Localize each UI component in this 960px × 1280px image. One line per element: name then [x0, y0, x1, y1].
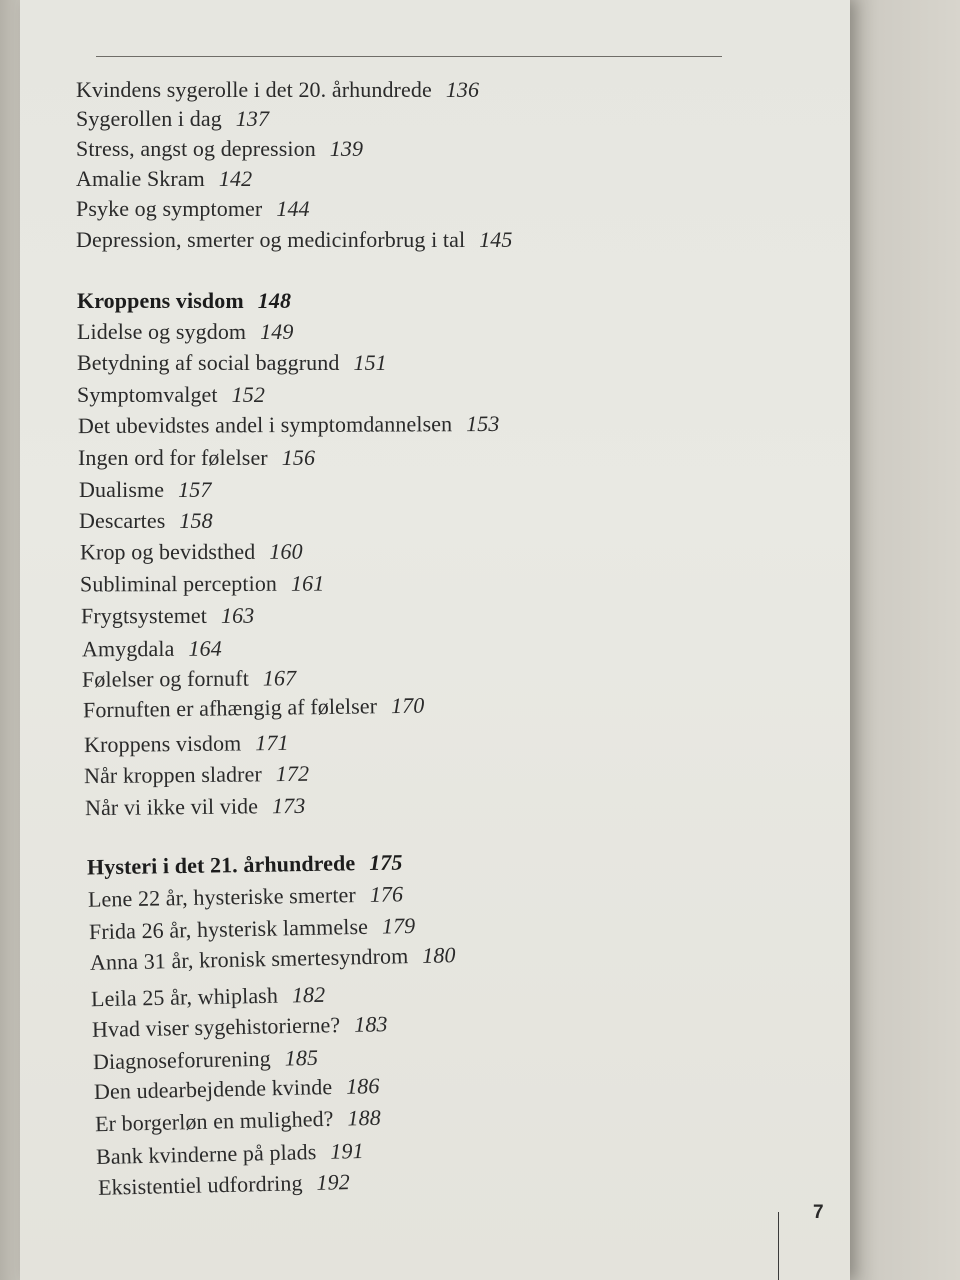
toc-entry-title: Lidelse og sygdom: [77, 319, 247, 344]
toc-entry-page: 191: [330, 1137, 364, 1164]
toc-entry-title: Depression, smerter og medicinforbrug i tal: [76, 227, 466, 252]
toc-entry: [95, 1105, 381, 1137]
toc-entry: [83, 693, 425, 724]
toc-entry: [76, 227, 513, 253]
toc-entry-title: Leila 25 år, whiplash: [90, 982, 279, 1012]
toc-entry: [84, 730, 289, 758]
toc-entry-title: Bank kvinderne på plads: [95, 1139, 317, 1170]
toc-entry-title: Kroppens visdom: [77, 288, 244, 313]
toc-entry-title: Diagnoseforurening: [92, 1045, 271, 1075]
toc-entry: [90, 942, 456, 976]
page-number: 7: [813, 1202, 824, 1223]
book-page: [20, 0, 850, 1280]
toc-entry-title: Når kroppen sladrer: [83, 761, 262, 789]
toc-entry-page: 175: [368, 849, 403, 876]
toc-entry-page: 183: [354, 1011, 388, 1037]
toc-entry: [92, 1011, 388, 1043]
toc-entry-page: 137: [235, 106, 270, 131]
toc-entry: [98, 1169, 350, 1201]
toc-entry-page: 182: [291, 981, 326, 1008]
toc-entry-title: Hysteri i det 21. århundrede: [86, 850, 356, 880]
toc-entry-title: Det ubevidstes andel i symptomdannelsen: [77, 411, 453, 439]
toc-entry-page: 172: [275, 760, 310, 787]
toc-entry: [76, 106, 269, 132]
toc-chapter-heading: [87, 850, 403, 881]
background-right: [845, 0, 960, 1280]
toc-entry: [80, 571, 324, 598]
toc-entry: [76, 166, 252, 192]
toc-entry-page: 179: [381, 912, 416, 939]
toc-entry-page: 164: [188, 635, 222, 661]
toc-entry-page: 186: [345, 1073, 380, 1099]
toc-entry-page: 136: [445, 77, 480, 102]
toc-entry-title: Frida 26 år, hysterisk lammelse: [88, 913, 369, 945]
toc-entry: [82, 665, 296, 692]
toc-entry-page: 173: [271, 792, 306, 819]
toc-entry: [91, 982, 326, 1012]
toc-entry: [81, 603, 254, 630]
toc-entry-page: 148: [257, 288, 292, 313]
toc-entry: [78, 411, 500, 439]
toc-entry-page: 153: [466, 410, 500, 437]
toc-entry-title: Sygerollen i dag: [76, 106, 222, 131]
toc-entry-page: 163: [220, 602, 255, 628]
toc-entry: [96, 1138, 364, 1170]
toc-entry-title: Krop og bevidsthed: [79, 538, 256, 565]
toc-entry-title: Stress, angst og depression: [76, 136, 316, 161]
toc-entry-page: 171: [255, 729, 289, 756]
toc-entry-title: Kroppens visdom: [83, 730, 242, 758]
toc-entry: [85, 793, 306, 821]
toc-entry-title: Subliminal perception: [79, 570, 278, 597]
toc-entry-title: Følelser og fornuft: [81, 665, 249, 692]
toc-entry-title: Når vi ikke vil vide: [84, 793, 259, 821]
toc-entry-title: Anna 31 år, kronisk smertesyndrom: [89, 943, 409, 975]
toc-entry-page: 170: [390, 692, 425, 719]
toc-entry: [88, 881, 404, 912]
toc-entry-title: Dualisme: [79, 477, 165, 502]
toc-entry: [79, 477, 211, 503]
toc-entry-page: 180: [422, 942, 456, 968]
toc-entry-page: 144: [276, 196, 310, 221]
toc-entry-page: 145: [479, 227, 513, 252]
toc-entry: [77, 350, 387, 376]
toc-entry-page: 149: [260, 319, 294, 344]
toc-entry: [77, 382, 265, 408]
toc-entry: [82, 636, 222, 663]
folio-rule: [778, 1212, 779, 1280]
toc-entry-title: Lene 22 år, hysteriske smerter: [87, 882, 357, 912]
toc-entry-title: Er borgerløn en mulighed?: [94, 1105, 334, 1137]
toc-entry-page: 185: [284, 1044, 319, 1071]
toc-entry-title: Amygdala: [81, 635, 175, 662]
toc-entry: [76, 77, 479, 103]
toc-entry-title: Amalie Skram: [76, 166, 205, 191]
toc-entry-title: Hvad viser sygehistorierne?: [91, 1012, 341, 1042]
toc-entry-page: 176: [369, 881, 404, 907]
toc-entry-page: 139: [329, 136, 364, 161]
toc-entry-title: Symptomvalget: [77, 382, 218, 407]
toc-entry-title: Den udearbejdende kvinde: [93, 1074, 333, 1104]
toc-entry-title: Fornuften er afhængig af følelser: [82, 693, 378, 723]
toc-entry: [76, 196, 310, 222]
toc-entry-title: Eksistentiel udfordring: [97, 1170, 303, 1200]
toc-entry: [80, 539, 303, 566]
toc-entry-page: 188: [347, 1104, 382, 1131]
toc-entry-title: Frygtsystemet: [80, 602, 208, 629]
toc-chapter-heading: [77, 288, 291, 314]
toc-entry-page: 142: [218, 166, 253, 191]
toc-entry: [93, 1045, 319, 1075]
toc-entry-title: Descartes: [79, 508, 166, 533]
toc-entry: [94, 1073, 380, 1105]
toc-entry-page: 161: [290, 570, 325, 596]
toc-entry: [84, 761, 309, 789]
toc-entry: [89, 913, 416, 945]
toc-entry-page: 152: [231, 382, 265, 407]
toc-entry-page: 157: [178, 477, 212, 502]
toc-entry: [79, 508, 213, 534]
toc-entry-title: Betydning af social baggrund: [77, 350, 340, 375]
toc-entry-page: 167: [262, 665, 297, 691]
toc-entry-title: Psyke og symptomer: [76, 196, 263, 221]
toc-entry: [76, 136, 363, 162]
toc-entry-title: Kvindens sygerolle i det 20. århundrede: [76, 77, 432, 102]
toc-entry: [77, 319, 293, 345]
toc-entry-page: 192: [316, 1169, 351, 1195]
toc-entry-page: 160: [269, 538, 303, 564]
toc-entry-title: Ingen ord for følelser: [78, 445, 268, 470]
toc-entry-page: 151: [353, 350, 387, 375]
toc-entry-page: 156: [281, 445, 316, 470]
toc-entry-page: 158: [179, 508, 213, 533]
toc-entry: [78, 445, 315, 471]
table-of-contents: [20, 0, 850, 1280]
